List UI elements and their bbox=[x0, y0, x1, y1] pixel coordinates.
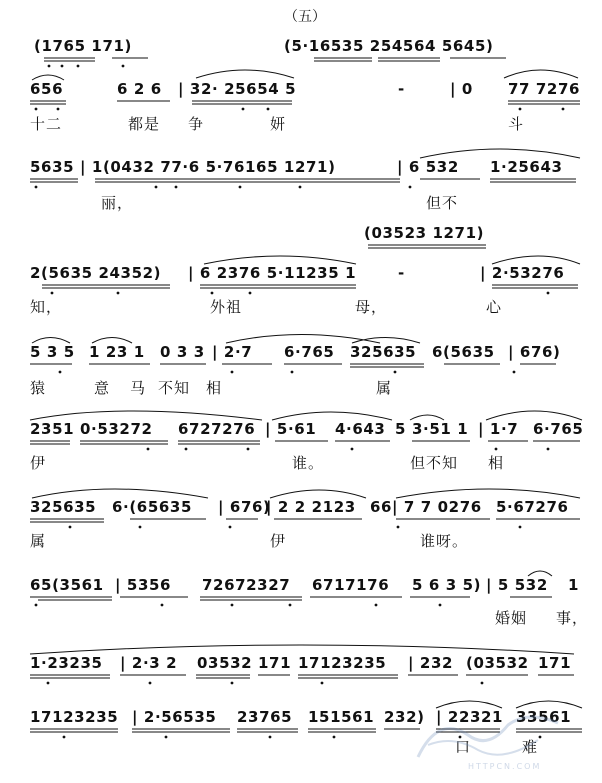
note-group: 6(5635 bbox=[432, 343, 495, 361]
note-group: 1 bbox=[568, 576, 580, 594]
lyric: 口 bbox=[455, 738, 472, 756]
note-group: (5·16535 254564 5645) bbox=[284, 37, 494, 55]
lyric: 谁。 bbox=[292, 454, 325, 472]
note-group: | 5 532 bbox=[486, 576, 548, 594]
lyric: 伊 bbox=[270, 532, 287, 550]
note-group: 0·53272 bbox=[80, 420, 153, 438]
note-group: | 5·61 bbox=[265, 420, 317, 438]
note-group: 5635 bbox=[30, 158, 75, 176]
note-group: 5 bbox=[395, 420, 407, 438]
lyric: 难 bbox=[522, 738, 539, 756]
note-group: 5 6 3 5) bbox=[412, 576, 482, 594]
note-group: | 2·3 2 bbox=[120, 654, 178, 672]
note-group: | 232 bbox=[408, 654, 454, 672]
note-group: 1·23235 bbox=[30, 654, 103, 672]
note-group: | 6 532 bbox=[397, 158, 459, 176]
note-group: 6717176 bbox=[312, 576, 390, 594]
note-group: 6·765 bbox=[284, 343, 335, 361]
note-group: | 6 2376 5·11235 1 bbox=[188, 264, 357, 282]
note-group: 23765 bbox=[237, 708, 293, 726]
note-group: 6727276 bbox=[178, 420, 256, 438]
note-group: 151561 bbox=[308, 708, 375, 726]
lyric: 婚姻 bbox=[495, 609, 528, 627]
note-group: | 32· 25654 5 bbox=[178, 80, 297, 98]
lyric: 十二 bbox=[30, 115, 63, 133]
note-group: | 2·56535 bbox=[132, 708, 217, 726]
note-group: 03532 bbox=[197, 654, 253, 672]
note-group: (1765 171) bbox=[34, 37, 132, 55]
note-group: 0 3 3 bbox=[160, 343, 205, 361]
lyric: 不知 bbox=[158, 379, 191, 397]
note-group: | 2·53276 bbox=[480, 264, 565, 282]
note-group: 6·765 bbox=[533, 420, 584, 438]
note-group: 3·51 1 bbox=[412, 420, 469, 438]
note-group: 1 23 1 bbox=[89, 343, 145, 361]
note-group: 6·(65635 bbox=[112, 498, 192, 516]
note-group: 325635 bbox=[350, 343, 417, 361]
lyric: 母， bbox=[355, 298, 388, 316]
lyric: 猿 bbox=[30, 379, 47, 397]
note-group: 171 bbox=[538, 654, 572, 672]
note-group: 17123235 bbox=[298, 654, 387, 672]
note-group: 77 7276 bbox=[508, 80, 581, 98]
lyric: 马 bbox=[130, 379, 147, 397]
note-group: 5 3 5 bbox=[30, 343, 75, 361]
lyric: 但不 bbox=[426, 194, 459, 212]
lyric: 属 bbox=[376, 379, 393, 397]
note-group: 656 bbox=[30, 80, 64, 98]
lyric: 事， bbox=[556, 609, 589, 627]
lyric: 谁呀。 bbox=[420, 532, 469, 550]
lyric: 外祖 bbox=[210, 298, 243, 316]
note-group: 17123235 bbox=[30, 708, 119, 726]
lyric: 伊 bbox=[30, 454, 47, 472]
note-group: (03532 bbox=[466, 654, 529, 672]
watermark-url: HTTPCN.COM bbox=[468, 762, 542, 771]
note-group: | 1(0432 77·6 5·76165 1271) bbox=[80, 158, 336, 176]
note-group: - bbox=[398, 80, 405, 98]
note-group: 325635 bbox=[30, 498, 97, 516]
lyric: 妍 bbox=[270, 115, 287, 133]
note-group: 66 bbox=[370, 498, 393, 516]
lyric: 知， bbox=[30, 298, 63, 316]
note-group: 171 bbox=[258, 654, 292, 672]
lyric: 都是 bbox=[128, 115, 161, 133]
lyric: 心 bbox=[486, 298, 503, 316]
lyric: 意 bbox=[94, 379, 111, 397]
note-group: 232) bbox=[384, 708, 425, 726]
note-group: 5·67276 bbox=[496, 498, 569, 516]
note-group: | 0 bbox=[450, 80, 473, 98]
lyric: 属 bbox=[30, 532, 47, 550]
note-group: 1·25643 bbox=[490, 158, 563, 176]
note-group: | 676) bbox=[218, 498, 271, 516]
lyric: 争 bbox=[188, 115, 205, 133]
note-group: 2351 bbox=[30, 420, 75, 438]
section-title: （五） bbox=[284, 9, 326, 25]
note-group: | 1·7 bbox=[478, 420, 519, 438]
note-group: | 22321 bbox=[436, 708, 504, 726]
note-group: 6 2 6 bbox=[117, 80, 162, 98]
note-group: | 2·7 bbox=[212, 343, 253, 361]
note-group: | 2 2 2123 bbox=[266, 498, 356, 516]
note-group: | 5356 bbox=[115, 576, 172, 594]
lyric: 但不知 bbox=[410, 454, 459, 472]
note-group: 65(3561 bbox=[30, 576, 104, 594]
watermark-logo bbox=[408, 705, 598, 775]
note-group: (03523 1271) bbox=[364, 224, 485, 242]
note-group: 33561 bbox=[516, 708, 572, 726]
note-group: | 7 7 0276 bbox=[392, 498, 482, 516]
note-group: 72672327 bbox=[202, 576, 291, 594]
lyric: 相 bbox=[488, 454, 505, 472]
lyric: 斗 bbox=[508, 115, 525, 133]
note-group: 4·643 bbox=[335, 420, 386, 438]
lyric: 丽， bbox=[101, 194, 134, 212]
lyric: 相 bbox=[206, 379, 223, 397]
note-group: | 676) bbox=[508, 343, 561, 361]
note-group: - bbox=[398, 264, 405, 282]
note-group: 2(5635 24352) bbox=[30, 264, 162, 282]
